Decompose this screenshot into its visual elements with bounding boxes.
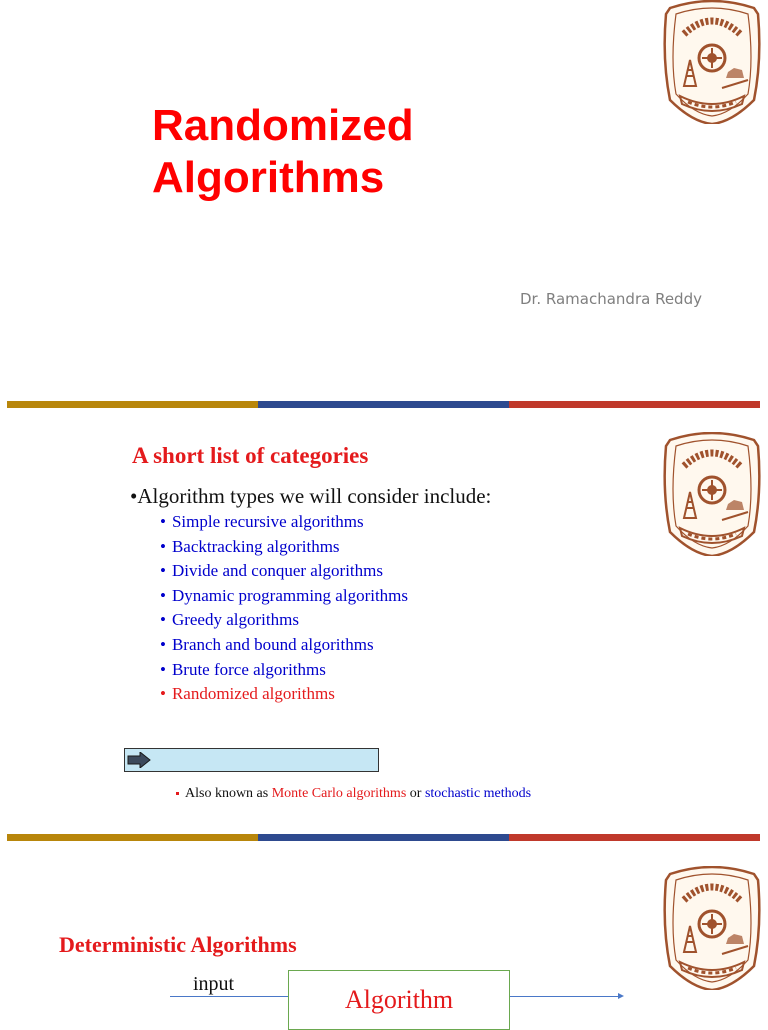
- divider-segment-red: [509, 401, 760, 408]
- category-label: Dynamic programming algorithms: [171, 585, 409, 605]
- title-line-2: Algorithms: [152, 153, 385, 202]
- slide-heading: Deterministic Algorithms: [59, 932, 297, 957]
- bullet-glyph: •: [160, 610, 166, 630]
- slide-categories: [0, 410, 768, 832]
- category-list: [160, 510, 408, 707]
- divider-segment-blue: [258, 834, 509, 841]
- input-label: input: [193, 973, 235, 995]
- slide-heading: A short list of categories: [132, 443, 369, 468]
- divider-segment-red: [509, 834, 760, 841]
- bullet-glyph: •: [160, 561, 166, 581]
- category-label: Simple recursive algorithms: [171, 512, 364, 531]
- aka-note: [176, 786, 531, 802]
- category-item: [160, 559, 408, 584]
- slide-divider: [7, 401, 760, 408]
- bullet-glyph: •: [160, 634, 166, 654]
- institute-seal-icon: [662, 0, 762, 124]
- intro-bullet: [130, 484, 491, 509]
- input-arrow-line: [170, 996, 288, 997]
- category-item: [160, 510, 408, 535]
- category-label: Greedy algorithms: [171, 610, 299, 630]
- bullet-glyph: •: [160, 512, 166, 531]
- algorithm-box-label: Algorithm: [344, 985, 454, 1014]
- author-name: Dr. Ramachandra Reddy: [520, 290, 702, 308]
- output-arrowhead-icon: [618, 993, 624, 999]
- right-arrow-icon: [127, 752, 151, 768]
- institute-seal-icon: [662, 432, 762, 556]
- output-arrow-line: [510, 996, 620, 997]
- aka-term-monte-carlo: Monte Carlo algorithms: [271, 786, 407, 801]
- bullet-glyph: •: [160, 659, 166, 679]
- aka-joiner: or: [406, 786, 425, 801]
- institute-seal-icon: [662, 866, 762, 990]
- category-label: Backtracking algorithms: [171, 536, 340, 556]
- category-item: [160, 535, 408, 560]
- slide-title-heading: [152, 100, 414, 204]
- category-label: Branch and bound algorithms: [171, 634, 374, 654]
- title-line-1: Randomized: [152, 101, 414, 150]
- aka-term-stochastic: stochastic methods: [424, 786, 532, 801]
- divider-segment-gold: [7, 401, 258, 408]
- category-item: [160, 608, 408, 633]
- category-label: Randomized algorithms: [171, 684, 335, 704]
- aka-prefix: Also known as: [185, 786, 272, 801]
- intro-text: Algorithm types we will consider include:: [137, 484, 492, 508]
- divider-segment-blue: [258, 401, 509, 408]
- category-item: [160, 633, 408, 658]
- arrow-box: [124, 748, 379, 772]
- bullet-glyph: •: [160, 684, 166, 704]
- bullet-glyph: •: [160, 585, 166, 605]
- bullet-glyph: •: [130, 484, 138, 508]
- square-bullet-icon: [176, 792, 179, 795]
- algorithm-box: [288, 970, 510, 1030]
- slide-divider: [7, 834, 760, 841]
- category-item: [160, 682, 408, 707]
- category-item: [160, 658, 408, 683]
- category-item: [160, 584, 408, 609]
- divider-segment-gold: [7, 834, 258, 841]
- bullet-glyph: •: [160, 536, 166, 556]
- category-label: Divide and conquer algorithms: [171, 561, 383, 581]
- slide-title: [0, 0, 768, 400]
- category-label: Brute force algorithms: [171, 659, 326, 679]
- slide-deterministic: [0, 842, 768, 1024]
